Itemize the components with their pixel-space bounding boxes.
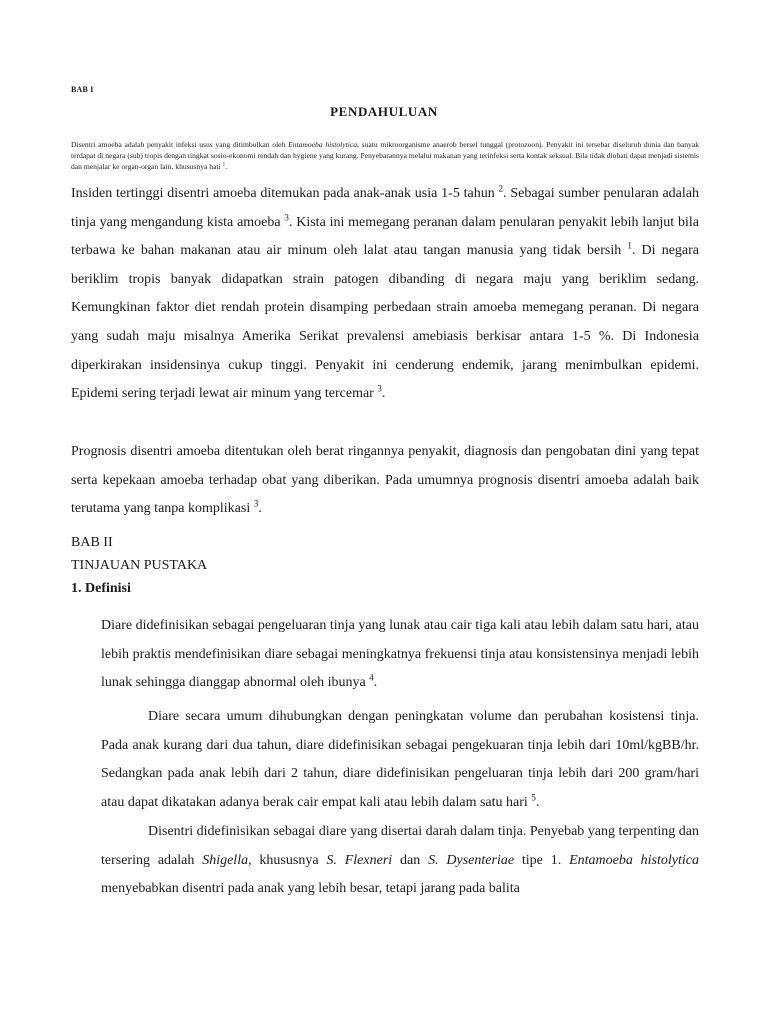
abstract-text: .: [225, 162, 227, 171]
footnote-ref: 4: [369, 672, 374, 683]
body-paragraph-1: [71, 180, 699, 409]
paragraph-text: Disentri didefinisikan sebagai diare yang disertai darah dalam tinja. Penyebab yang terpenting dan tersering adalah: [101, 824, 699, 868]
chapter-label: BAB I: [71, 85, 94, 94]
paragraph-text: .: [373, 675, 378, 691]
footnote-ref: 1: [627, 240, 632, 251]
footnote-ref: 2: [498, 183, 504, 194]
abstract-text: , suatu mikroorganisme anaerob bersel tunggal (protozoon). Penyakit ini tersebar diseluruh dunia dan banyak terdapat di negara (sub) tropis dengan tingkat sosio-ekonomi rendah dan hygiene yang kurang. Penyebarannya melalui makanan yang terinfeksi serta kontak seksual. Bila tidak diobati dapat menjadi sistemis dan menjalar ke organ-organ lain, khususnya hati: [71, 140, 700, 171]
footnote-ref: 3: [253, 498, 259, 509]
chapter-2-label: BAB II: [71, 535, 113, 550]
paragraph-text: tipe 1.: [514, 852, 570, 868]
chapter-2-heading: TINJAUAN PUSTAKA: [71, 558, 208, 573]
paragraph-text: Diare didefinisikan sebagai pengeluaran tinja yang lunak atau cair tiga kali atau lebih dalam satu hari, atau lebih praktis mendefinisikan diare sebagai meningkatnya frekuensi tinja atau konsistensinya menjadi lebih lunak sehingga dianggap abnormal oleh ibunya: [101, 618, 699, 691]
paragraph-text: menyebabkan disentri pada anak yang lebih besar, tetapi jarang pada balita: [101, 881, 520, 897]
italic-term: Shigella: [202, 852, 249, 868]
italic-term: S. Flexneri: [326, 852, 393, 868]
paragraph-text: .: [258, 501, 262, 517]
paragraph-text: Diare secara umum dihubungkan dengan peningkatan volume dan perubahan kosistensi tinja. Pada anak kurang dari dua tahun, diare didefinisikan sebagai pengekuaran tinja lebih dari 10ml/kgBB/hr. Sedangkan pada anak lebih dari 2 tahun, diare didefinisikan pengeluaran tinja lebih dari 200 gram/hari atau dapat dikatakan adanya berak cair empat kali atau lebih dalam satu hari: [101, 709, 699, 810]
definition-paragraph-2: [101, 703, 699, 817]
italic-term: S. Dysenteriae: [428, 852, 515, 868]
abstract-text: Disentri amoeba adalah penyakit infeksi usus yang ditimbulkan oleh: [71, 140, 289, 149]
paragraph-text: dan: [392, 852, 429, 868]
footnote-ref: 1: [222, 162, 226, 168]
page-title: PENDAHULUAN: [330, 104, 438, 119]
body-paragraph-2: [71, 438, 699, 524]
paragraph-text: Insiden tertinggi disentri amoeba ditemukan pada anak-anak usia 1-5 tahun: [71, 186, 499, 201]
abstract-paragraph: [71, 139, 699, 172]
footnote-ref: 3: [377, 383, 382, 394]
definition-paragraph-3: [101, 818, 699, 904]
footnote-ref: 3: [284, 211, 289, 222]
section-heading-definisi: 1. Definisi: [71, 581, 131, 596]
paragraph-text: . Kista ini memegang peranan dalam penularan penyakit lebih lanjut bila terbawa ke bahan makanan atau air minum oleh lalat atau tangan manusia yang tidak bersih: [71, 214, 699, 259]
paragraph-text: Prognosis disentri amoeba ditentukan oleh berat ringannya penyakit, diagnosis dan pengobatan dini yang tepat serta kepekaan amoeba terhadap obat yang diberikan. Pada umumnya prognosis disentri amoeba adalah baik terutama yang tanpa komplikasi: [71, 444, 699, 517]
abstract-italic-term: Entamoeba histolytica: [288, 140, 357, 149]
paragraph-text: . Sebagai sumber penularan adalah tinja yang mengandung kista amoeba: [71, 186, 699, 230]
paragraph-text: .: [535, 794, 540, 810]
paragraph-text: , khususnya: [248, 852, 327, 868]
footnote-ref: 5: [531, 792, 536, 803]
definition-paragraph-1: [101, 612, 699, 698]
paragraph-text: .: [381, 386, 386, 402]
paragraph-text: . Di negara beriklim tropis banyak didapatkan strain patogen dibanding di negara maju yang beriklim sedang. Kemungkinan faktor diet rendah protein disamping perbedaan strain amoeba memegang peranan. Di negara yang sudah maju misalnya Amerika Serikat prevalensi amebiasis berkisar antara 1-5 %. Di Indonesia diperkirakan insidensinya cukup tinggi. Penyakit ini cenderung endemik, jarang menimbulkan epidemi. Epidemi sering terjadi lewat air minum yang tercemar: [71, 243, 699, 402]
italic-term: Entamoeba histolytica: [569, 852, 699, 868]
